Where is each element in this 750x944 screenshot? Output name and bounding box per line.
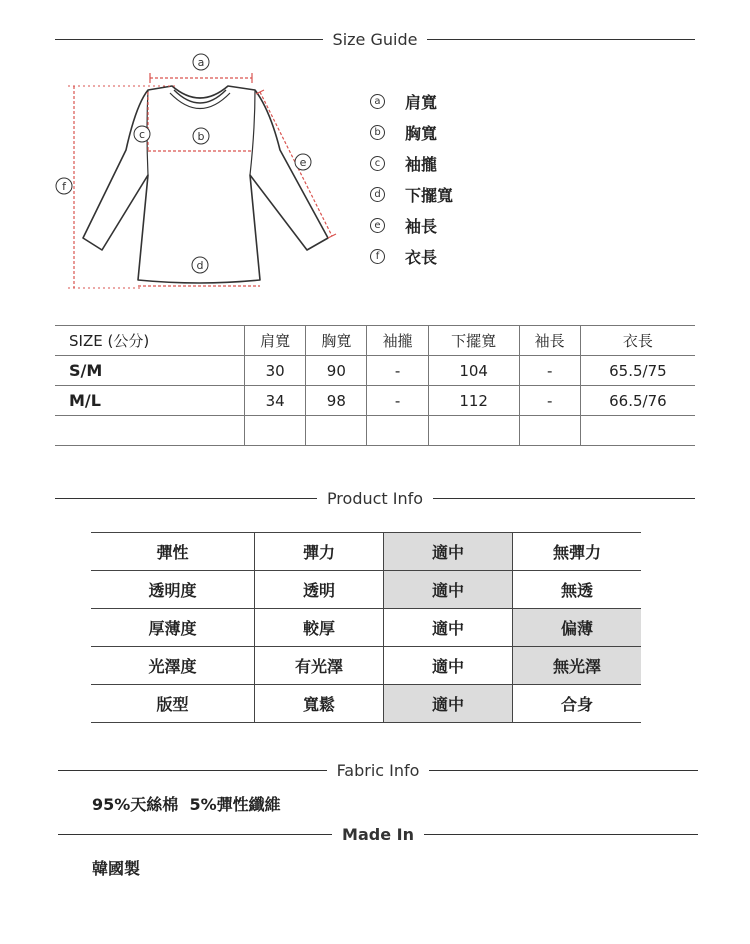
legend-item	[370, 117, 453, 148]
legend-label-a: 肩寬	[405, 93, 438, 112]
legend-mark-c: c	[370, 156, 385, 171]
garment-diagram	[50, 50, 350, 300]
size-guide-header	[55, 29, 695, 49]
attribute-option: 合身	[513, 685, 642, 723]
attribute-option: 適中	[384, 609, 513, 647]
column-header: 衣長	[580, 326, 695, 356]
fabric-composition: 95%天絲棉 5%彈性纖維	[92, 795, 281, 814]
legend-mark-e: e	[370, 218, 385, 233]
table-cell: 104	[428, 356, 519, 386]
size-label	[55, 416, 245, 446]
table-cell	[306, 416, 367, 446]
attribute-option: 無彈力	[513, 533, 642, 571]
table-row	[91, 647, 641, 685]
marker-c: c	[138, 128, 146, 141]
table-row	[55, 386, 695, 416]
table-cell: -	[367, 386, 428, 416]
table-cell	[367, 416, 428, 446]
divider	[55, 39, 323, 40]
attribute-option: 彈力	[255, 533, 384, 571]
table-row	[91, 533, 641, 571]
measurement-legend	[370, 86, 453, 272]
column-header: 肩寬	[245, 326, 306, 356]
marker-b: b	[197, 130, 205, 143]
column-header: 袖攏	[367, 326, 428, 356]
legend-label-e: 袖長	[405, 217, 438, 236]
divider	[58, 834, 332, 835]
marker-e: e	[299, 156, 307, 169]
divider	[55, 498, 317, 499]
size-table	[55, 325, 695, 446]
legend-mark-a: a	[370, 94, 385, 109]
legend-item	[370, 241, 453, 272]
marker-d: d	[196, 259, 204, 272]
table-cell	[519, 416, 580, 446]
table-cell: -	[367, 356, 428, 386]
table-cell: 30	[245, 356, 306, 386]
legend-label-f: 衣長	[405, 248, 438, 267]
legend-item	[370, 179, 453, 210]
legend-item	[370, 86, 453, 117]
size-label: S/M	[55, 356, 245, 386]
column-header: 胸寬	[306, 326, 367, 356]
legend-item	[370, 148, 453, 179]
divider	[427, 39, 695, 40]
legend-label-b: 胸寬	[405, 124, 438, 143]
size-table-header-row	[55, 326, 695, 356]
fabric-info-header	[58, 760, 698, 780]
table-cell: -	[519, 356, 580, 386]
attribute-option: 較厚	[255, 609, 384, 647]
legend-item	[370, 210, 453, 241]
column-header: 袖長	[519, 326, 580, 356]
attribute-label: 厚薄度	[91, 609, 255, 647]
table-cell	[580, 416, 695, 446]
made-in-country: 韓國製	[92, 859, 141, 878]
size-guide-title: Size Guide	[332, 29, 418, 49]
attribute-option: 適中	[384, 571, 513, 609]
table-cell	[245, 416, 306, 446]
divider	[58, 770, 327, 771]
marker-a: a	[197, 56, 205, 69]
attribute-label: 版型	[91, 685, 255, 723]
divider	[424, 834, 698, 835]
table-cell: 65.5/75	[580, 356, 695, 386]
table-cell: 34	[245, 386, 306, 416]
table-row	[55, 416, 695, 446]
divider	[433, 498, 695, 499]
attribute-label: 彈性	[91, 533, 255, 571]
product-info-table	[91, 532, 641, 723]
attribute-label: 光澤度	[91, 647, 255, 685]
attribute-option: 適中	[384, 685, 513, 723]
legend-label-c: 袖攏	[405, 155, 438, 174]
attribute-option: 透明	[255, 571, 384, 609]
table-cell: -	[519, 386, 580, 416]
table-row	[55, 356, 695, 386]
size-label: M/L	[55, 386, 245, 416]
attribute-option: 無光澤	[513, 647, 642, 685]
table-cell: 112	[428, 386, 519, 416]
made-in-header	[58, 824, 698, 844]
attribute-option: 適中	[384, 647, 513, 685]
product-info-title: Product Info	[326, 488, 424, 508]
product-info-header	[55, 488, 695, 508]
table-row	[91, 571, 641, 609]
column-header: 下擺寬	[428, 326, 519, 356]
legend-mark-b: b	[370, 125, 385, 140]
attribute-label: 透明度	[91, 571, 255, 609]
legend-mark-d: d	[370, 187, 385, 202]
divider	[429, 770, 698, 771]
table-cell: 98	[306, 386, 367, 416]
legend-label-d: 下擺寬	[405, 186, 454, 205]
table-cell	[428, 416, 519, 446]
column-header: SIZE (公分)	[55, 326, 245, 356]
attribute-option: 偏薄	[513, 609, 642, 647]
made-in-title: Made In	[342, 824, 414, 844]
attribute-option: 無透	[513, 571, 642, 609]
table-row	[91, 685, 641, 723]
marker-f: f	[62, 180, 66, 193]
attribute-option: 有光澤	[255, 647, 384, 685]
attribute-option: 寬鬆	[255, 685, 384, 723]
shirt-outline	[83, 86, 328, 283]
legend-mark-f: f	[370, 249, 385, 264]
attribute-option: 適中	[384, 533, 513, 571]
table-cell: 90	[306, 356, 367, 386]
table-row	[91, 609, 641, 647]
fabric-info-title: Fabric Info	[336, 760, 420, 780]
table-cell: 66.5/76	[580, 386, 695, 416]
